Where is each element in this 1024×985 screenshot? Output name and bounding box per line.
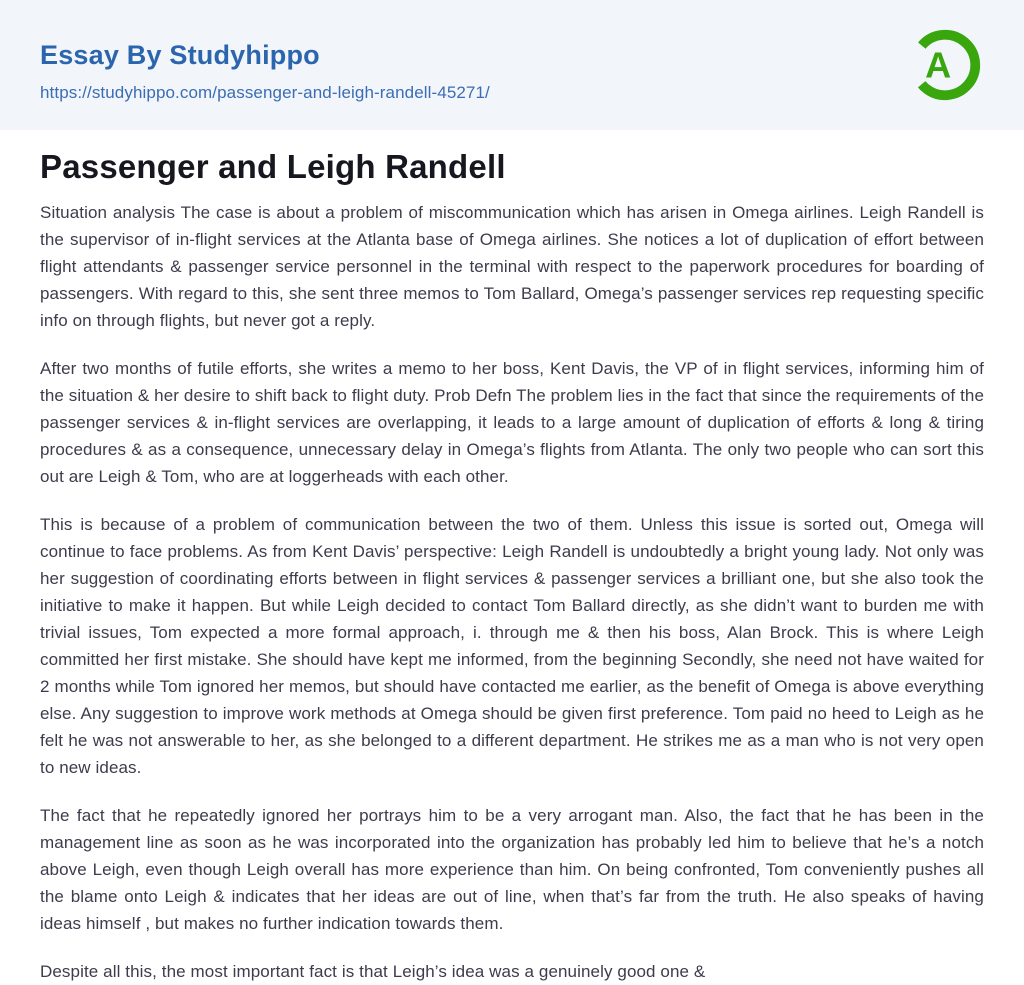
essay-paragraph-2: After two months of futile efforts, she writes a memo to her boss, Kent Davis, the VP of in flight services, informing him of the situation & her desire to shift back to flight duty. Prob Defn The problem lies in the fact that since the requirements of the passenger services & in-flight services are overlapping, it leads to a large amount of duplication of efforts & long & tiring procedures & as a consequence, unnecessary delay in Omega’s flights from Atlanta. The only two people who can sort this out are Leigh & Tom, who are at loggerheads with each other. bbox=[40, 358, 984, 486]
essay-content bbox=[0, 130, 1024, 985]
essay-paragraph-1: Situation analysis The case is about a problem of miscommunication which has arisen in Omega airlines. Leigh Randell is the supervisor of in-flight services at the Atlanta base of Omega airlines. She notices a lot of duplication of effort between flight attendants & passenger service personnel in the terminal with respect to the paperwork procedures for boarding of passengers. With regard to this, she sent three memos to Tom Ballard, Omega’s passenger services rep requesting specific info on through flights, but never got a reply. bbox=[40, 202, 984, 330]
logo-letter: A bbox=[925, 44, 952, 86]
header-text-block bbox=[40, 27, 490, 102]
essay-title: Passenger and Leigh Randell bbox=[40, 148, 506, 185]
page-header bbox=[0, 0, 1024, 130]
studyhippo-logo-icon bbox=[906, 26, 984, 104]
site-url-link[interactable]: https://studyhippo.com/passenger-and-leigh-randell-45271/ bbox=[40, 82, 490, 102]
site-title: Essay By Studyhippo bbox=[40, 40, 320, 71]
essay-paragraph-3: This is because of a problem of communication between the two of them. Unless this issue is sorted out, Omega will continue to face problems. As from Kent Davis’ perspective: Leigh Randell is undoubtedly a bright young lady. Not only was her suggestion of coordinating efforts between in flight services & passenger services a brilliant one, but she also took the initiative to make it happen. But while Leigh decided to contact Tom Ballard directly, as she didn’t want to burden me with trivial issues, Tom expected a more formal approach, i. through me & then his boss, Alan Brock. This is where Leigh committed her first mistake. She should have kept me informed, from the beginning Secondly, she need not have waited for 2 months while Tom ignored her memos, but should have contacted me earlier, as the benefit of Omega is above everything else. Any suggestion to improve work methods at Omega should be given first preference. Tom paid no heed to Leigh as he felt he was not answerable to her, as she belonged to a different department. He strikes me as a man who is not very open to new ideas. bbox=[40, 514, 984, 777]
essay-paragraph-4: The fact that he repeatedly ignored her portrays him to be a very arrogant man. Also, the fact that he has been in the management line as soon as he was incorporated into the organization has probably led him to believe that he’s a notch above Leigh, even though Leigh overall has more experience than him. On being confronted, Tom conveniently pushes all the blame onto Leigh & indicates that her ideas are out of line, when that’s far from the truth. He also speaks of having ideas himself , but makes no further indication towards them. bbox=[40, 805, 984, 933]
essay-paragraph-5: Despite all this, the most important fact is that Leigh’s idea was a genuinely good one & bbox=[40, 961, 706, 981]
